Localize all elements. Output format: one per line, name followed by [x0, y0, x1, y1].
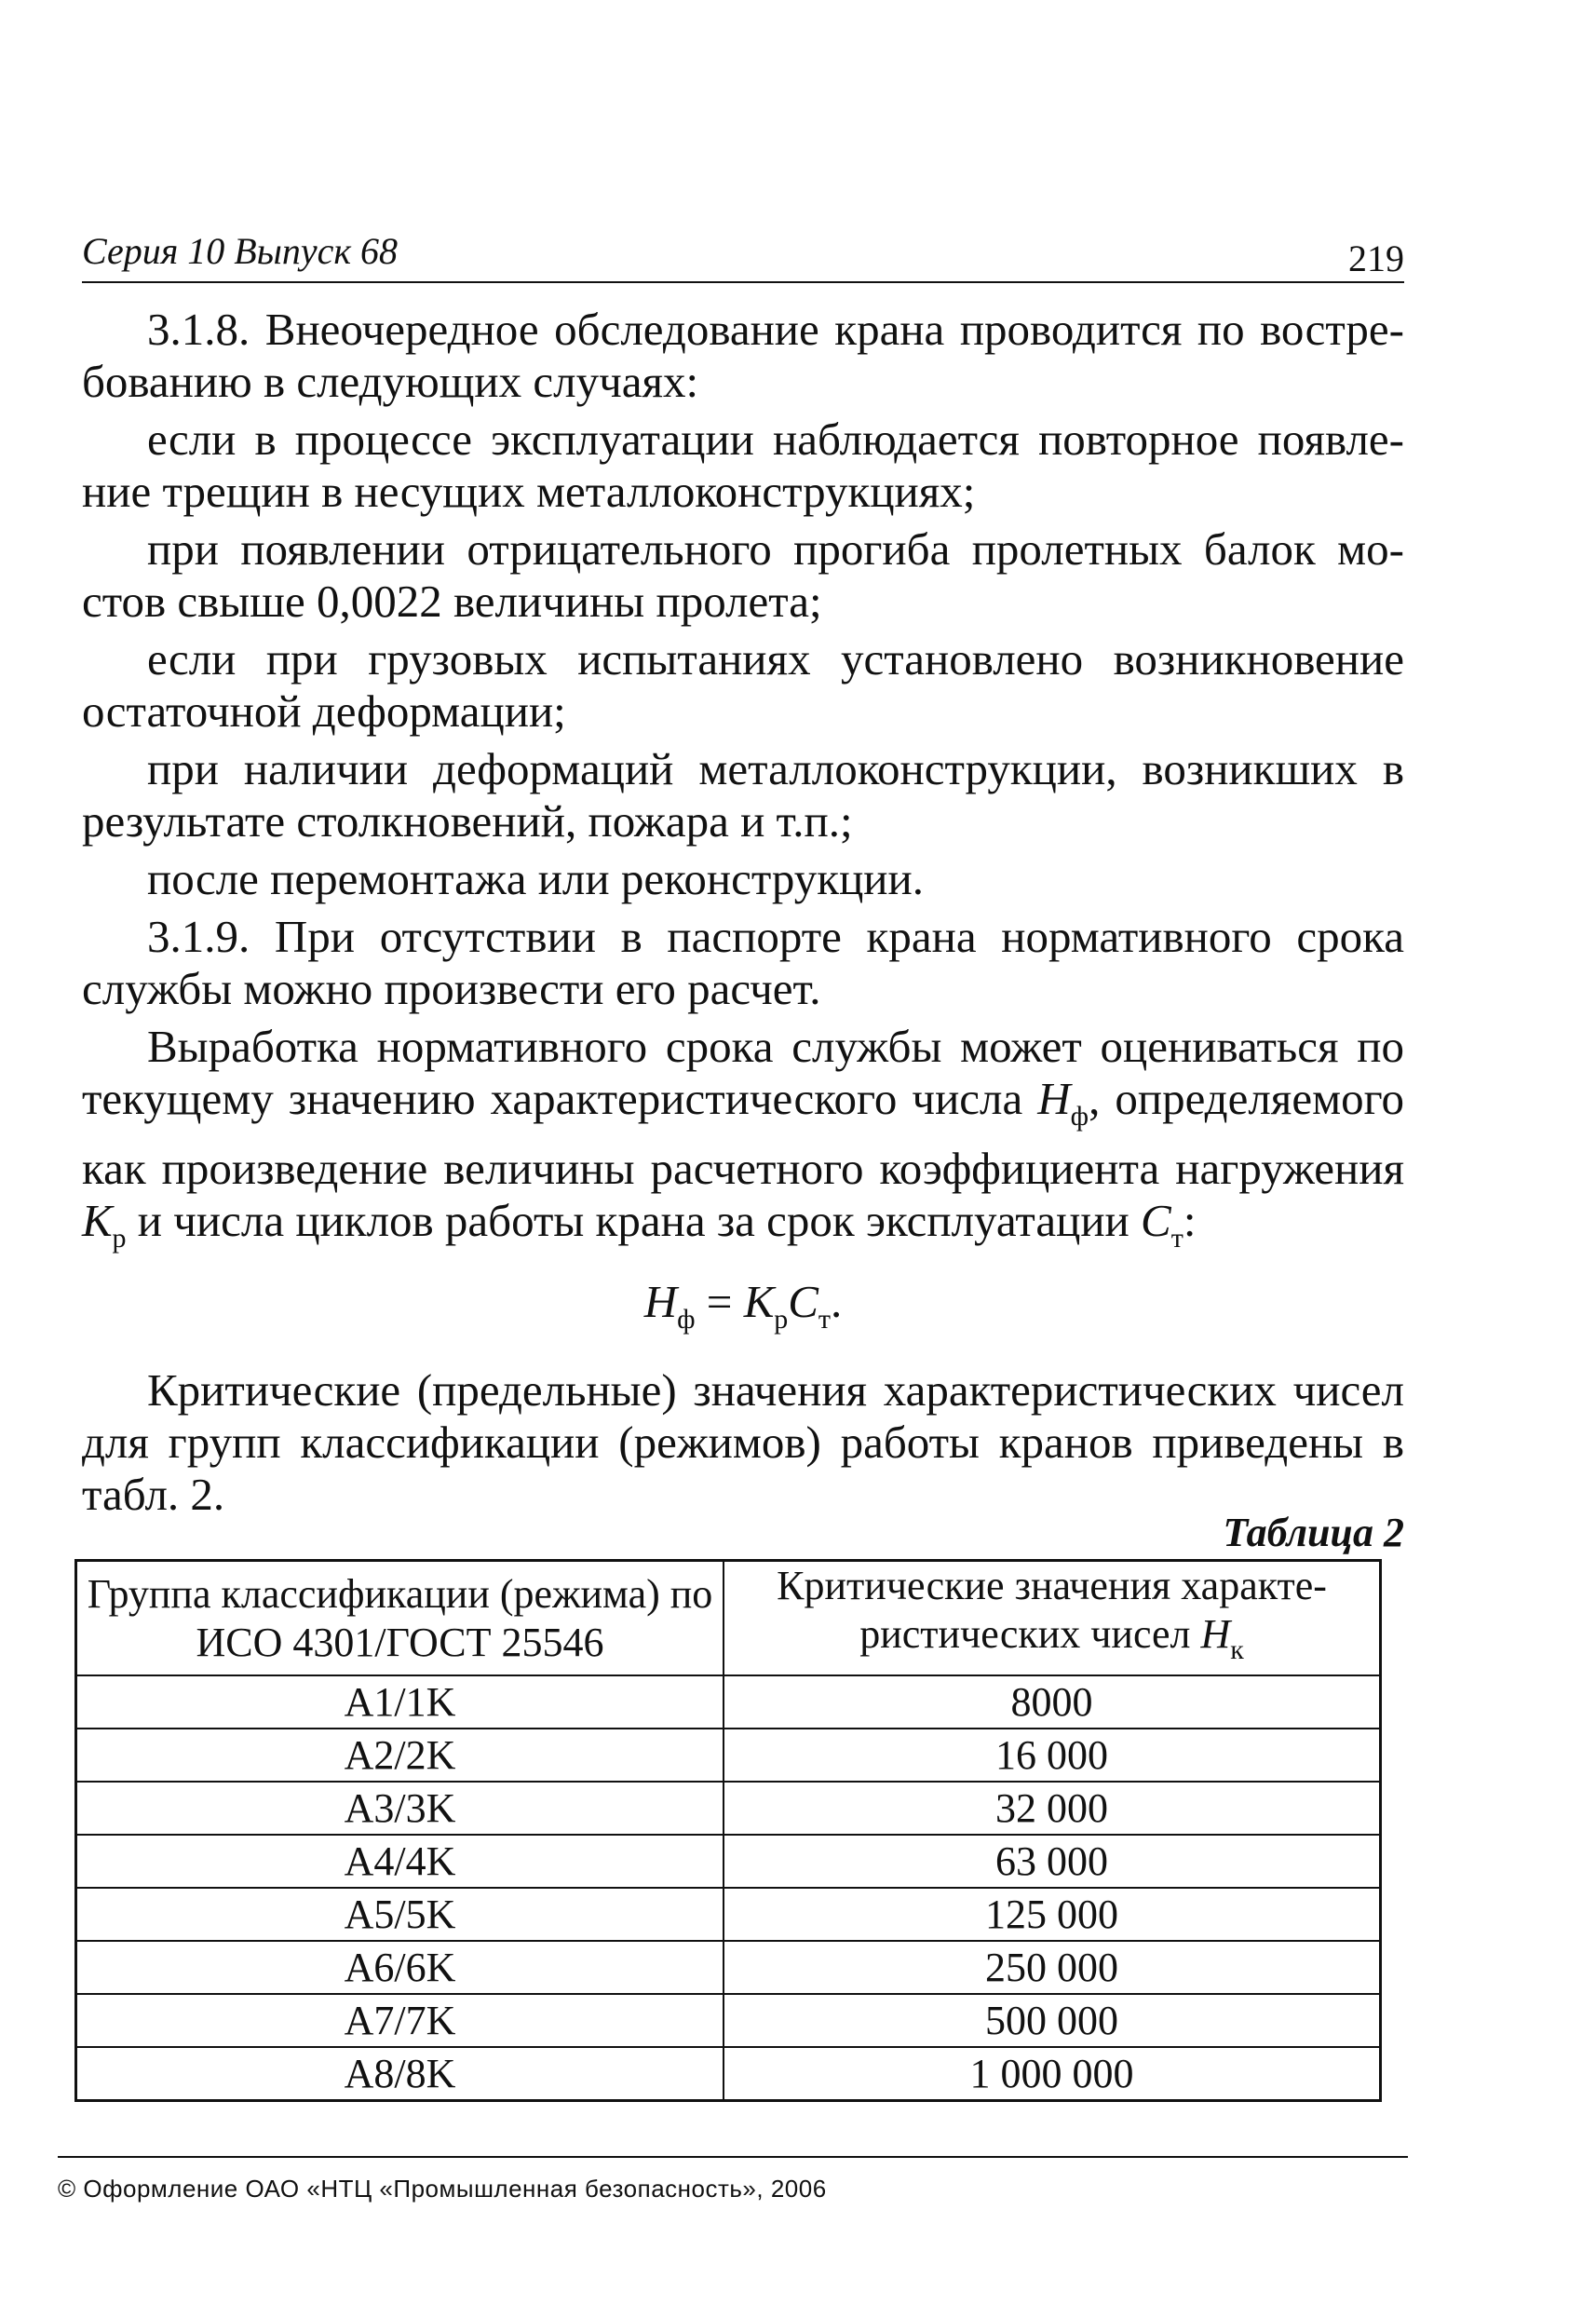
paragraph-cracks: если в процессе эксплуатации наблюдается повторное появление трещин в несущих металлоконструкциях;	[82, 414, 1404, 517]
group-cell: A3/3K	[76, 1782, 724, 1835]
value-cell: 63 000	[724, 1835, 1380, 1888]
table-row	[76, 1782, 1381, 1835]
value-cell: 16 000	[724, 1729, 1380, 1782]
formula-c-subscript: т	[818, 1304, 832, 1335]
formula	[82, 1274, 1404, 1348]
group-cell: A1/1K	[76, 1675, 724, 1729]
subscript-k: к	[1230, 1634, 1244, 1665]
paragraph-3-1-8: 3.1.8. Внеочередное обследование крана проводится по востребованию в следующих случаях:	[82, 304, 1404, 407]
column-header-group: Группа классификации (режима) по ИСО 4301/ГОСТ 25546	[76, 1561, 724, 1676]
paragraph-deflection: при появлении отрицательного прогиба пролетных балок мостов свыше 0,0022 величины пролета;	[82, 523, 1404, 627]
text-fragment: Выработка нормативного срока службы может оцениваться по текущему значению характеристического числа	[82, 1021, 1404, 1124]
group-cell: A5/5K	[76, 1888, 724, 1941]
table-row	[76, 1729, 1381, 1782]
value-cell: 250 000	[724, 1941, 1380, 1994]
group-cell: A7/7K	[76, 1994, 724, 2047]
paragraph-load-tests: если при грузовых испытаниях установлено возникновение остаточной деформации;	[82, 633, 1404, 737]
group-cell: A4/4K	[76, 1835, 724, 1888]
value-cell: 500 000	[724, 1994, 1380, 2047]
value-cell: 1 000 000	[724, 2047, 1380, 2101]
table-row	[76, 2047, 1381, 2101]
text-fragment: :	[1183, 1195, 1197, 1246]
symbol-h: Н	[1037, 1073, 1071, 1124]
text-fragment: и числа циклов работы крана за срок эксплуатации	[126, 1195, 1142, 1246]
table-caption: Таблица 2	[1223, 1510, 1404, 1555]
symbol-k: К	[82, 1195, 113, 1246]
formula-k: К	[743, 1276, 775, 1327]
paragraph-damage: при наличии деформаций металлоконструкции, возникших в результате столкновений, пожара и т.п.;	[82, 743, 1404, 847]
formula-equals: =	[695, 1276, 744, 1327]
table-row	[76, 1941, 1381, 1994]
page-number: 219	[1348, 237, 1404, 279]
group-cell: A2/2K	[76, 1729, 724, 1782]
group-cell: A8/8K	[76, 2047, 724, 2101]
copyright-footer: © Оформление ОАО «НТЦ «Промышленная безопасность», 2006	[58, 2156, 1408, 2204]
formula-period: .	[831, 1276, 843, 1327]
paragraph-critical-values: Критические (предельные) значения характеристических чисел для групп классификации (режимов) работы кранов приведены в табл. 2.	[82, 1364, 1404, 1520]
value-cell: 8000	[724, 1675, 1380, 1729]
paragraph-reinstall: после перемонтажа или реконструкции.	[147, 853, 924, 904]
table-row	[76, 1675, 1381, 1729]
formula-h: Н	[643, 1276, 678, 1327]
formula-c: С	[788, 1276, 818, 1327]
symbol-c: С	[1141, 1195, 1171, 1246]
subscript-t: т	[1170, 1223, 1183, 1254]
table-header-row	[76, 1561, 1381, 1676]
column-header-values-text: Критические значения характеристических чисел	[777, 1563, 1327, 1657]
formula-h-subscript: ф	[677, 1304, 696, 1335]
table-row	[76, 1835, 1381, 1888]
group-cell: A6/6K	[76, 1941, 724, 1994]
column-header-values	[724, 1561, 1380, 1676]
symbol-h: Н	[1200, 1611, 1231, 1657]
subscript-r: р	[112, 1223, 127, 1254]
value-cell: 32 000	[724, 1782, 1380, 1835]
text-fragment: , определяемого как произведение величины расчетного коэффициента нагружения	[82, 1073, 1404, 1194]
table-row	[76, 1994, 1381, 2047]
paragraph-3-1-9: 3.1.9. При отсутствии в паспорте крана нормативного срока службы можно произвести его расчет.	[82, 911, 1404, 1014]
subscript-f: ф	[1070, 1101, 1089, 1132]
table-row	[76, 1888, 1381, 1941]
paragraph-service-life	[82, 1021, 1404, 1265]
running-header	[82, 229, 1404, 283]
formula-k-subscript: р	[774, 1304, 789, 1335]
series-title: Серия 10 Выпуск 68	[82, 230, 399, 272]
value-cell: 125 000	[724, 1888, 1380, 1941]
critical-values-table	[74, 1559, 1382, 2102]
body-text	[82, 304, 1404, 1526]
